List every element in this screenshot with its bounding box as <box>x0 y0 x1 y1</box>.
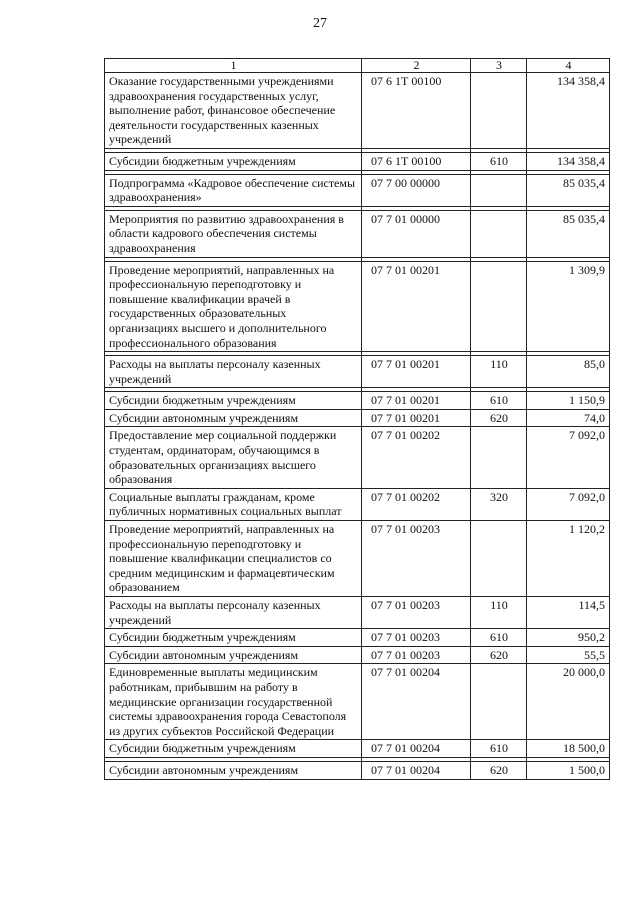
table-row <box>105 427 610 488</box>
row-code: 07 7 01 00204 <box>362 761 471 779</box>
table-row <box>105 597 610 629</box>
table-row <box>105 356 610 388</box>
row-name: Субсидии бюджетным учреждениям <box>105 740 362 758</box>
row-code: 07 7 01 00201 <box>362 409 471 427</box>
row-type <box>471 521 527 597</box>
row-name: Субсидии бюджетным учреждениям <box>105 629 362 647</box>
row-name: Субсидии автономным учреждениям <box>105 409 362 427</box>
row-name: Оказание государственными учреждениями здравоохранения государственных услуг, выполнение работ, финансовое обеспечение деятельности государственных казенных учреждений <box>105 73 362 149</box>
row-type: 610 <box>471 740 527 758</box>
row-amount: 1 150,9 <box>527 392 610 410</box>
row-amount: 114,5 <box>527 597 610 629</box>
row-amount: 85 035,4 <box>527 174 610 206</box>
row-amount: 85 035,4 <box>527 210 610 257</box>
table-row <box>105 646 610 664</box>
row-amount: 134 358,4 <box>527 73 610 149</box>
row-amount: 55,5 <box>527 646 610 664</box>
table-row <box>105 521 610 597</box>
row-type: 610 <box>471 152 527 170</box>
table-row <box>105 210 610 257</box>
row-code: 07 7 01 00202 <box>362 427 471 488</box>
row-amount: 1 309,9 <box>527 261 610 352</box>
row-type <box>471 261 527 352</box>
row-code: 07 7 01 00202 <box>362 488 471 520</box>
table-row <box>105 740 610 758</box>
row-type: 620 <box>471 409 527 427</box>
row-code: 07 7 00 00000 <box>362 174 471 206</box>
row-code: 07 6 1Т 00100 <box>362 73 471 149</box>
row-code: 07 7 01 00204 <box>362 664 471 740</box>
row-amount: 20 000,0 <box>527 664 610 740</box>
row-type <box>471 664 527 740</box>
row-type: 620 <box>471 646 527 664</box>
row-amount: 950,2 <box>527 629 610 647</box>
row-name: Субсидии бюджетным учреждениям <box>105 392 362 410</box>
row-name: Социальные выплаты гражданам, кроме публичных нормативных социальных выплат <box>105 488 362 520</box>
table-row <box>105 664 610 740</box>
table-header-row <box>105 59 610 73</box>
row-amount: 7 092,0 <box>527 427 610 488</box>
row-amount: 18 500,0 <box>527 740 610 758</box>
table-row <box>105 152 610 170</box>
table-row <box>105 629 610 647</box>
row-name: Предоставление мер социальной поддержки студентам, ординаторам, обучающимся в образовательных организациях высшего образования <box>105 427 362 488</box>
row-type <box>471 73 527 149</box>
row-type <box>471 174 527 206</box>
row-name: Проведение мероприятий, направленных на профессиональную переподготовку и повышение квалификации врачей в государственных образовательных организациях высшего и дополнительного профессионального образования <box>105 261 362 352</box>
row-name: Субсидии автономным учреждениям <box>105 646 362 664</box>
row-name: Расходы на выплаты персоналу казенных учреждений <box>105 597 362 629</box>
budget-table <box>104 58 610 780</box>
row-type: 610 <box>471 629 527 647</box>
table-row <box>105 261 610 352</box>
row-amount: 1 120,2 <box>527 521 610 597</box>
row-code: 07 7 01 00203 <box>362 629 471 647</box>
table-row <box>105 73 610 149</box>
table-row <box>105 488 610 520</box>
row-code: 07 7 01 00201 <box>362 392 471 410</box>
row-code: 07 7 01 00203 <box>362 521 471 597</box>
row-type: 610 <box>471 392 527 410</box>
page-number: 27 <box>313 16 327 31</box>
table-row <box>105 174 610 206</box>
row-amount: 7 092,0 <box>527 488 610 520</box>
column-header-4: 4 <box>527 59 610 73</box>
table-row <box>105 392 610 410</box>
table-row <box>105 409 610 427</box>
row-name: Субсидии автономным учреждениям <box>105 761 362 779</box>
row-name: Расходы на выплаты персоналу казенных учреждений <box>105 356 362 388</box>
row-name: Проведение мероприятий, направленных на профессиональную переподготовку и повышение квалификации специалистов со средним медицинским и фармацевтическим образованием <box>105 521 362 597</box>
row-type <box>471 210 527 257</box>
row-code: 07 7 01 00203 <box>362 646 471 664</box>
row-type: 110 <box>471 597 527 629</box>
column-header-2: 2 <box>362 59 471 73</box>
row-code: 07 7 01 00000 <box>362 210 471 257</box>
table-body <box>105 73 610 780</box>
row-name: Мероприятия по развитию здравоохранения в области кадрового обеспечения системы здравоохранения <box>105 210 362 257</box>
column-header-3: 3 <box>471 59 527 73</box>
row-type: 620 <box>471 761 527 779</box>
table-row <box>105 761 610 779</box>
row-type <box>471 427 527 488</box>
row-name: Подпрограмма «Кадровое обеспечение системы здравоохранения» <box>105 174 362 206</box>
row-code: 07 7 01 00203 <box>362 597 471 629</box>
row-name: Единовременные выплаты медицинским работникам, прибывшим на работу в медицинские организации государственной системы здравоохранения города Севастополя из других субъектов Российской Федерации <box>105 664 362 740</box>
row-amount: 85,0 <box>527 356 610 388</box>
row-code: 07 7 01 00201 <box>362 356 471 388</box>
row-name: Субсидии бюджетным учреждениям <box>105 152 362 170</box>
row-amount: 74,0 <box>527 409 610 427</box>
row-code: 07 7 01 00201 <box>362 261 471 352</box>
row-amount: 134 358,4 <box>527 152 610 170</box>
row-type: 320 <box>471 488 527 520</box>
row-type: 110 <box>471 356 527 388</box>
row-code: 07 6 1Т 00100 <box>362 152 471 170</box>
row-amount: 1 500,0 <box>527 761 610 779</box>
row-code: 07 7 01 00204 <box>362 740 471 758</box>
column-header-1: 1 <box>105 59 362 73</box>
